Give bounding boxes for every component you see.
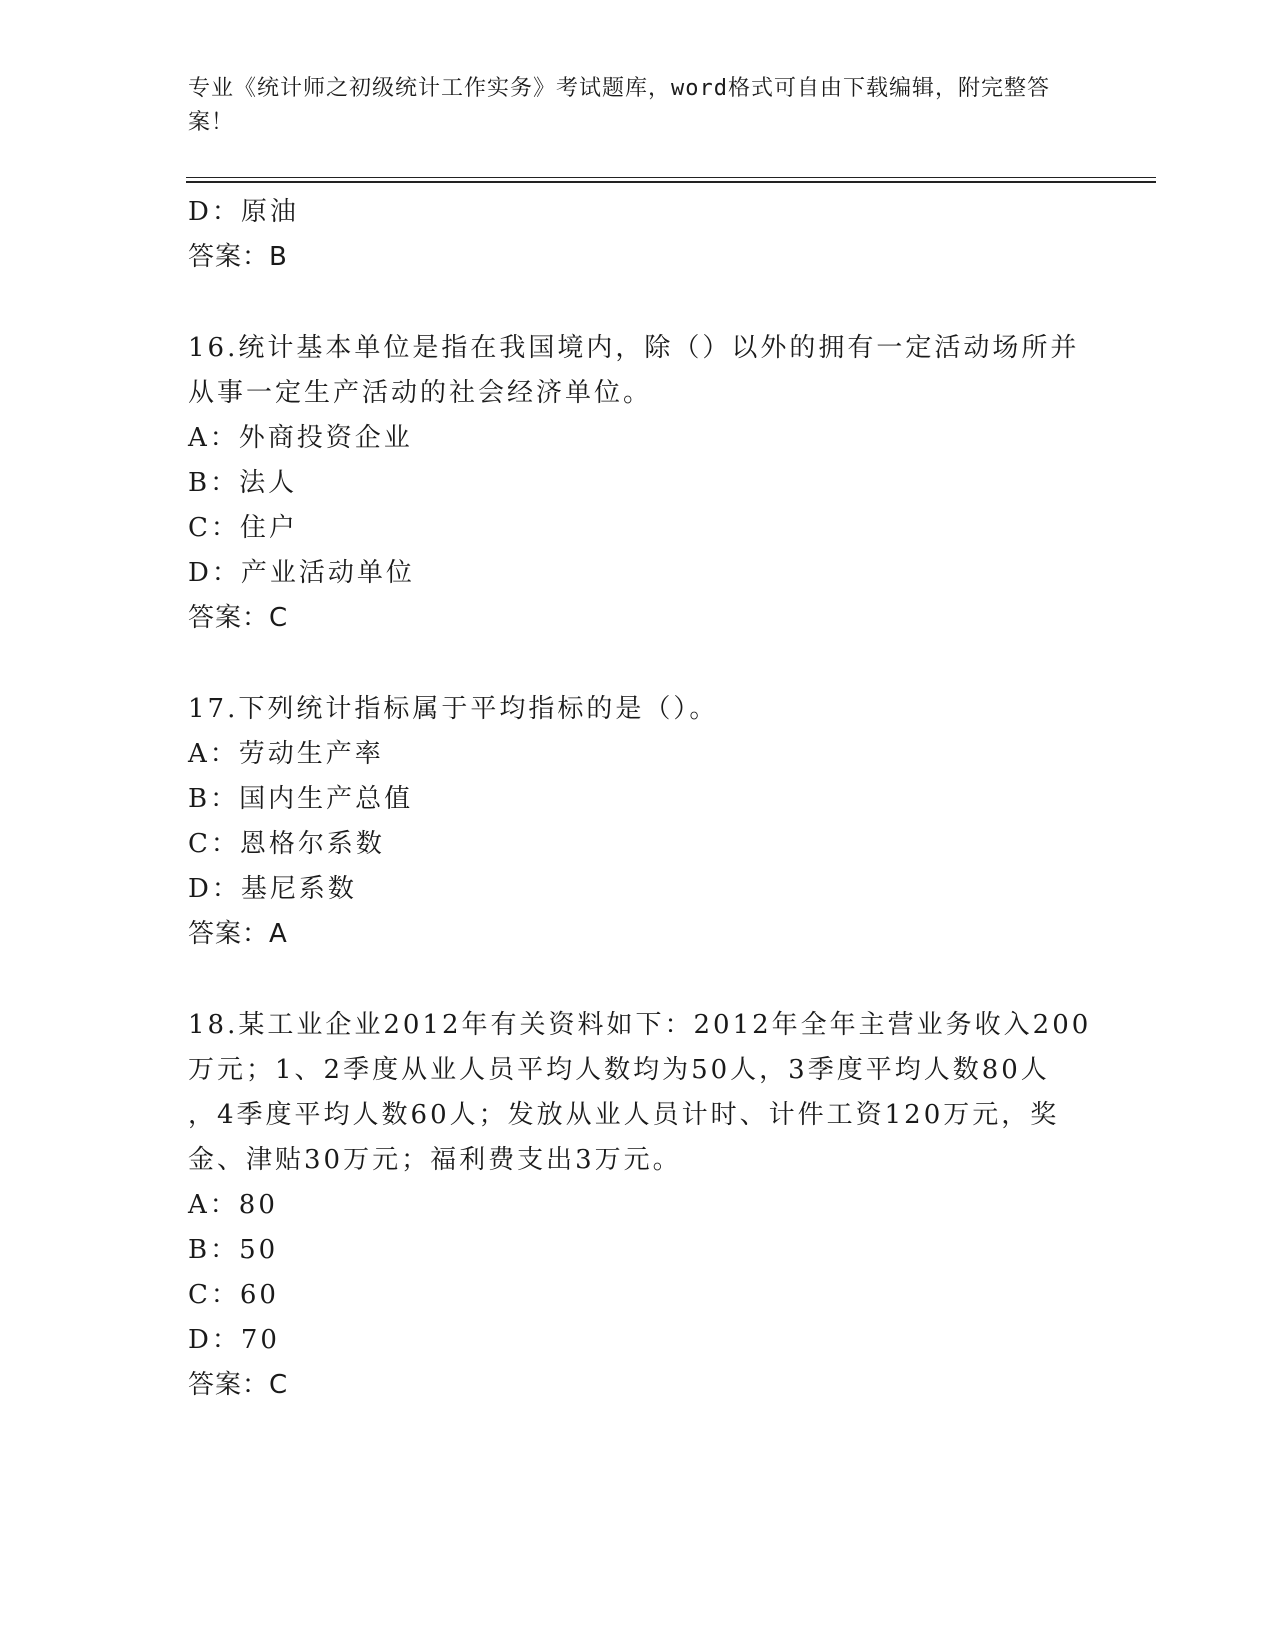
question-16	[188, 326, 1088, 641]
question-content	[188, 190, 1092, 1408]
answer: 答案：C	[188, 1370, 289, 1400]
answer: 答案：B	[188, 242, 288, 272]
question-stem: 17.下列统计指标属于平均指标的是（）。	[188, 694, 719, 724]
header-divider-thick	[186, 181, 1156, 183]
option-c: C：60	[188, 1280, 279, 1310]
question-18	[188, 1003, 1092, 1408]
option-c: C：恩格尔系数	[188, 829, 385, 859]
option-a: A：80	[188, 1190, 278, 1220]
header-divider-thin	[186, 177, 1156, 178]
answer: 答案：A	[188, 919, 288, 949]
question-stem: 万元；1、2季度从业人员平均人数均为50人，3季度平均人数80人	[188, 1055, 1050, 1085]
document-header: 专业《统计师之初级统计工作实务》考试题库，word格式可自由下载编辑，附完整答案！	[188, 76, 1050, 135]
option-a: A：劳动生产率	[188, 739, 384, 769]
question-stem: 金、津贴30万元；福利费支出3万元。	[188, 1145, 682, 1175]
question-stem: ，4季度平均人数60人；发放从业人员计时、计件工资120万元，奖	[188, 1100, 1060, 1130]
option-d: D：产业活动单位	[188, 558, 415, 588]
option-c: C：住户	[188, 513, 298, 543]
answer: 答案：C	[188, 603, 289, 633]
question-stem: 从事一定生产活动的社会经济单位。	[188, 378, 653, 408]
question-17	[188, 687, 1088, 957]
option-b: B：法人	[188, 468, 298, 498]
question-stem: 18.某工业企业2012年有关资料如下：2012年全年主营业务收入200	[188, 1010, 1092, 1040]
question-stem: 16.统计基本单位是指在我国境内，除（）以外的拥有一定活动场所并	[188, 333, 1080, 363]
option-b: B：国内生产总值	[188, 784, 414, 814]
option-b: B：50	[188, 1235, 279, 1265]
option-a: A：外商投资企业	[188, 423, 413, 453]
option-d: D：基尼系数	[188, 874, 357, 904]
option-d: D：70	[188, 1325, 280, 1355]
option-d: D：原油	[188, 197, 299, 227]
